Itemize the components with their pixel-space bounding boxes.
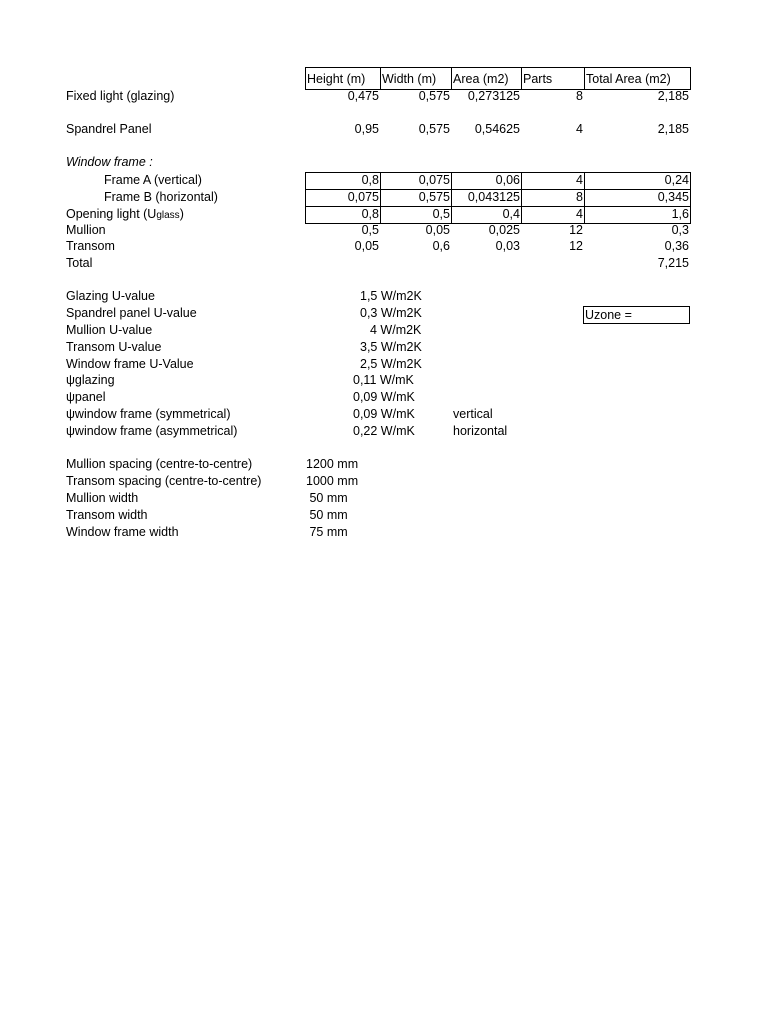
dimension-label: Window frame width: [66, 525, 179, 539]
cell-height: 0,475: [347, 89, 379, 103]
property-label: ψglazing: [66, 373, 115, 387]
cell-total: 1,6: [671, 207, 689, 221]
property-label: Spandrel panel U-value: [66, 306, 197, 320]
property-value: 0,22 W/mK: [353, 424, 415, 438]
cell-total: 0,24: [664, 173, 689, 187]
cell-height: 0,95: [354, 122, 379, 136]
row-label: Spandrel Panel: [66, 122, 152, 136]
cell-total: 0,3: [671, 223, 689, 237]
cell-total: 7,215: [657, 256, 689, 270]
property-value: 0,11 W/mK: [353, 373, 414, 387]
cell-width: 0,575: [418, 190, 450, 204]
dimension-label: Mullion width: [66, 491, 139, 505]
cell-total: 2,185: [657, 89, 689, 103]
cell-width: 0,075: [418, 173, 450, 187]
cell-parts: 4: [576, 207, 583, 221]
dimension-value: 1200 mm: [306, 457, 359, 471]
cell-height: 0,05: [354, 239, 379, 253]
property-note: vertical: [453, 407, 493, 421]
header-area: Area (m2): [451, 67, 522, 90]
row-label: Frame A (vertical): [104, 173, 202, 187]
cell-total: 0,36: [664, 239, 689, 253]
header-parts: Parts: [521, 67, 585, 90]
cell-area: 0,4: [502, 207, 520, 221]
row-label: Fixed light (glazing): [66, 89, 175, 103]
cell-width: 0,5: [432, 207, 450, 221]
header-height: Height (m): [305, 67, 381, 90]
cell-width: 0,6: [432, 239, 450, 253]
cell-total: 2,185: [657, 122, 689, 136]
cell-parts: 12: [569, 239, 583, 253]
cell-area: 0,273125: [467, 89, 520, 103]
dimension-label: Mullion spacing (centre-to-centre): [66, 457, 253, 471]
cell-parts: 8: [576, 89, 583, 103]
property-label: ψpanel: [66, 390, 106, 404]
row-label: Transom: [66, 239, 115, 253]
cell-height: 0,8: [361, 207, 379, 221]
property-value: 0,09 W/mK: [353, 390, 415, 404]
row-label: Total: [66, 256, 93, 270]
property-value: 0,3 W/m2K: [360, 306, 422, 320]
cell-area: 0,025: [488, 223, 520, 237]
property-label: ψwindow frame (symmetrical): [66, 407, 231, 421]
row-label: Mullion: [66, 223, 106, 237]
row-label: Frame B (horizontal): [104, 190, 218, 204]
cell-parts: 4: [576, 173, 583, 187]
cell-width: 0,05: [425, 223, 450, 237]
dimension-label: Transom spacing (centre-to-centre): [66, 474, 262, 488]
cell-height: 0,8: [361, 173, 379, 187]
header-total-area: Total Area (m2): [584, 67, 691, 90]
uzone-cell[interactable]: Uzone =: [583, 306, 690, 324]
cell-total: 0,345: [657, 190, 689, 204]
property-label: Window frame U-Value: [66, 357, 194, 371]
dimension-value: 1000 mm: [306, 474, 359, 488]
section-heading: Window frame :: [66, 155, 153, 169]
property-label: Mullion U-value: [66, 323, 153, 337]
property-value: 3,5 W/m2K: [360, 340, 422, 354]
property-value: 4 W/m2K: [370, 323, 422, 337]
property-value: 1,5 W/m2K: [360, 289, 422, 303]
property-label: Transom U-value: [66, 340, 162, 354]
cell-width: 0,575: [418, 89, 450, 103]
cell-width: 0,575: [418, 122, 450, 136]
property-value: 2,5 W/m2K: [360, 357, 422, 371]
property-value: 0,09 W/mK: [353, 407, 415, 421]
cell-area: 0,06: [495, 173, 520, 187]
cell-area: 0,03: [495, 239, 520, 253]
header-width: Width (m): [380, 67, 452, 90]
property-note: horizontal: [453, 424, 508, 438]
dimension-value: 50 mm: [306, 508, 348, 522]
dimension-label: Transom width: [66, 508, 148, 522]
dimension-value: 50 mm: [306, 491, 348, 505]
row-label: Opening light (Uglass): [66, 207, 184, 221]
cell-area: 0,54625: [474, 122, 520, 136]
cell-height: 0,5: [361, 223, 379, 237]
cell-area: 0,043125: [467, 190, 520, 204]
cell-height: 0,075: [347, 190, 379, 204]
property-label: Glazing U-value: [66, 289, 155, 303]
property-label: ψwindow frame (asymmetrical): [66, 424, 238, 438]
dimension-value: 75 mm: [306, 525, 348, 539]
cell-parts: 4: [576, 122, 583, 136]
cell-parts: 8: [576, 190, 583, 204]
cell-parts: 12: [569, 223, 583, 237]
